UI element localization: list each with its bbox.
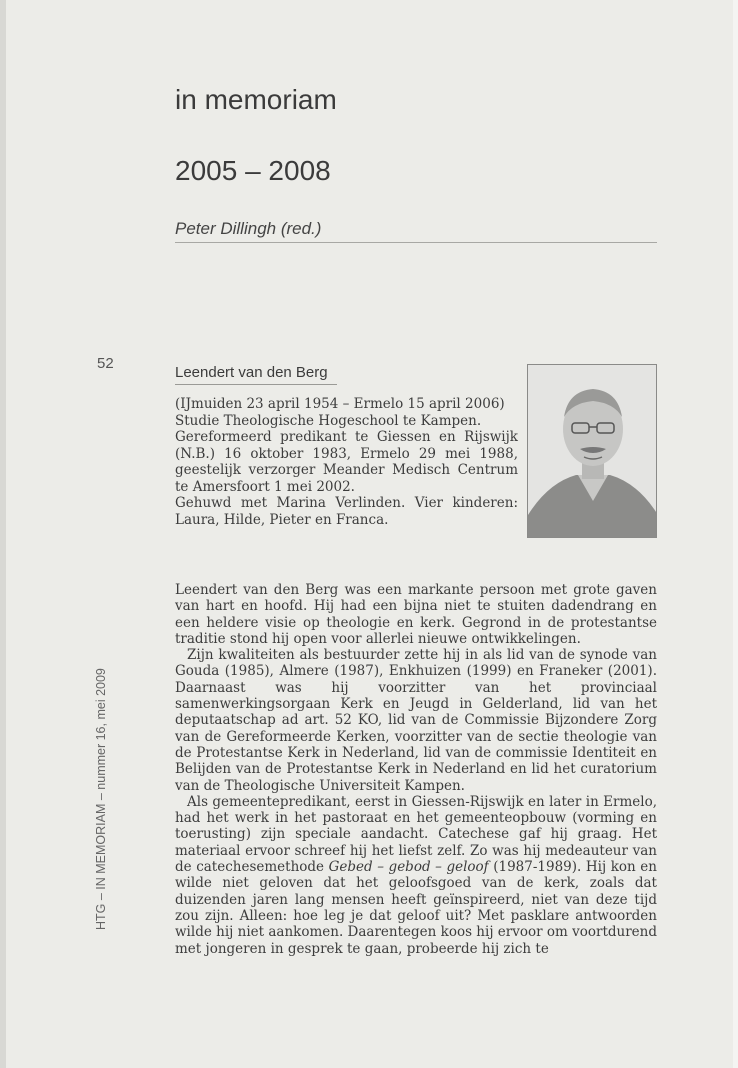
bio-family: Gehuwd met Marina Verlinden. Vier kinderen: Laura, Hilde, Pieter en Franca. <box>175 495 518 528</box>
bio-study: Studie Theologische Hogeschool te Kampen. <box>175 412 482 429</box>
book-title: Gebed – gebod – geloof <box>328 859 489 876</box>
paragraph-text: Als gemeentepredikant, eerst in Giessen-Rijswijk en later in Ermelo, had het werk in het pastoraat en het gemeenteopbouw (vorming en toerusting) zijn speciale aandacht. Catechese gaf hij graag. Het materiaal ervoor schreef hij het liefst zelf. Zo was hij medeauteur van de catechesemethode <box>175 793 657 876</box>
portrait-illustration <box>528 365 657 538</box>
bio-dates: (IJmuiden 23 april 1954 – Ermelo 15 april 2006) <box>175 396 505 412</box>
subject-name: Leendert van den Berg <box>175 364 328 381</box>
years-heading: 2005 – 2008 <box>175 155 331 186</box>
body-text <box>175 582 657 957</box>
scan-edge-left <box>0 0 6 1068</box>
subject-name-rule <box>175 384 337 385</box>
scan-edge-right <box>733 0 738 1068</box>
portrait-photo <box>527 364 657 538</box>
paragraph-text: (1987-1989). Hij kon en wilde niet geloven dat het geloofsgoed van de kerk, zoals dat duizenden jaren lang mensen heeft geïnspireerd, niet van deze tijd zou zijn. Alleen: hoe leg je dat geloof uit? Met pasklare antwoorden wilde hij niet aankomen. Daarentegen koos hij ervoor om voortdurend met jongeren in gesprek te gaan, probeerde hij zich te <box>175 859 657 957</box>
header-rule <box>175 242 657 243</box>
paragraph <box>175 794 657 957</box>
biography <box>175 396 518 528</box>
paragraph: Zijn kwaliteiten als bestuurder zette hij in als lid van de synode van Gouda (1985), Almere (1987), Enkhuizen (1999) en Franeker (2001). Daarnaast was hij voorzitter van het provinciaal samenwerkingsorgaan Kerk en Jeugd in Gelderland, lid van het deputaatschap ad art. 52 KO, lid van de Commissie Bijzondere Zorg van de Gereformeerde Kerken, voorzitter van de sectie theologie van de Protestantse Kerk in Nederland, lid van de commissie Identiteit en Belijden van de Protestantse Kerk in Nederland en lid het curatorium van de Theologische Universiteit Kampen. <box>175 647 657 794</box>
section-title: in memoriam <box>175 84 337 115</box>
editor-credit: Peter Dillingh (red.) <box>175 219 322 238</box>
running-head: HTG – IN MEMORIAM – nummer 16, mei 2009 <box>94 668 108 930</box>
paragraph: Leendert van den Berg was een markante persoon met grote gaven van hart en hoofd. Hij had een bijna niet te stuiten dadendrang en een heldere visie op theologie en kerk. Gegrond in de protestantse traditie stond hij open voor allerlei nieuwe ontwikkelingen. <box>175 582 657 647</box>
page-number: 52 <box>97 355 114 372</box>
bio-career: Gereformeerd predikant te Giessen en Rijswijk (N.B.) 16 oktober 1983, Ermelo 29 mei 1988, geestelijk verzorger Meander Medisch Centrum te Amersfoort 1 mei 2002. <box>175 429 518 495</box>
